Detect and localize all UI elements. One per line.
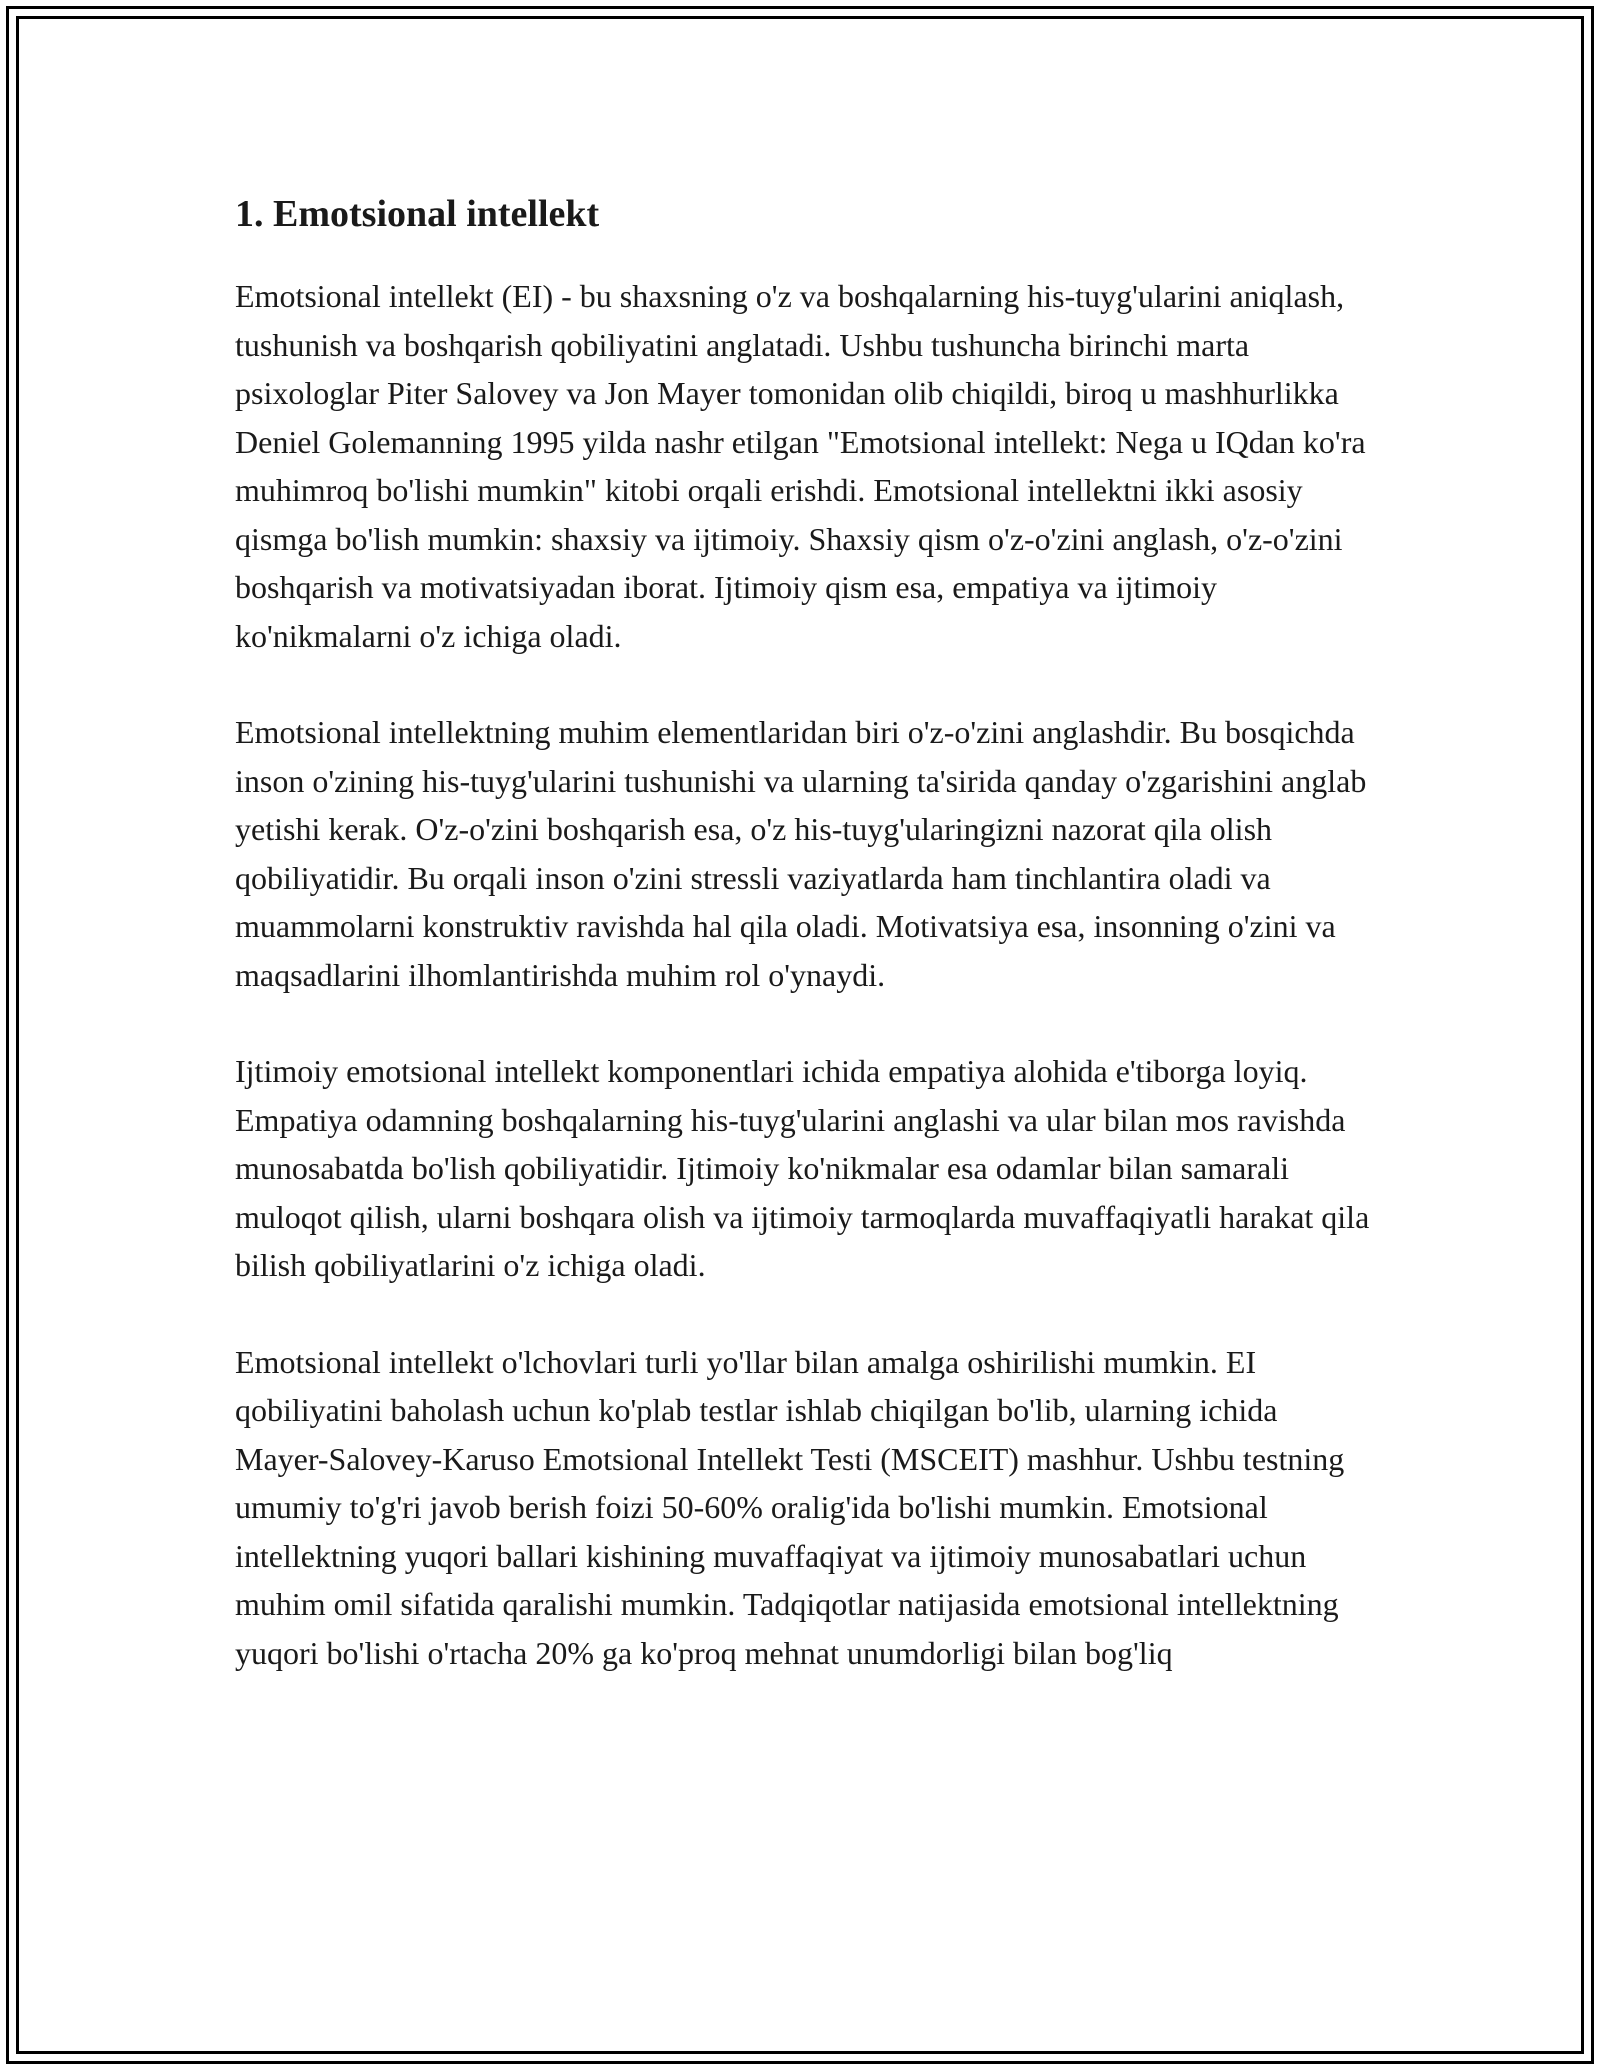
paragraph-3: Ijtimoiy emotsional intellekt komponentlari ichida empatiya alohida e'tiborga loyiq. Empatiya odamning boshqalarning his-tuyg'ularini anglashi va ular bilan mos ravishda munosabatda bo'lish qobiliyatidir. Ijtimoiy ko'nikmalar esa odamlar bilan samarali muloqot qilish, ularni boshqara olish va ijtimoiy tarmoqlarda muvaffaqiyatli harakat qila bilish qobiliyatlarini o'z ichiga oladi. — [235, 1053, 1370, 1283]
document-body — [235, 190, 1370, 1725]
paragraph-1: Emotsional intellekt (EI) - bu shaxsning o'z va boshqalarning his-tuyg'ularini aniqlash, tushunish va boshqarish qobiliyatini anglatadi. Ushbu tushuncha birinchi marta psixologlar Piter Salovey va Jon Mayer tomonidan olib chiqildi, biroq u mashhurlikka Deniel Golemanning 1995 yilda nashr etilgan "Emotsional intellekt: Nega u IQdan ko'ra muhimroq bo'lishi mumkin" kitobi orqali erishdi. Emotsional intellektni ikki asosiy qismga bo'lish mumkin: shaxsiy va ijtimoiy. Shaxsiy qism o'z-o'zini anglash, o'z-o'zini boshqarish va motivatsiyadan iborat. Ijtimoiy qism esa, empatiya va ijtimoiy ko'nikmalarni o'z ichiga oladi. — [235, 278, 1366, 654]
section-heading: 1. Emotsional intellekt — [235, 193, 600, 235]
paragraph-2: Emotsional intellektning muhim elementlaridan biri o'z-o'zini anglashdir. Bu bosqichda inson o'zining his-tuyg'ularini tushunishi va ularning ta'sirida qanday o'zgarishini anglab yetishi kerak. O'z-o'zini boshqarish esa, o'z his-tuyg'ularingizni nazorat qila olish qobiliyatidir. Bu orqali inson o'zini stressli vaziyatlarda ham tinchlantira oladi va muammolarni konstruktiv ravishda hal qila oladi. Motivatsiya esa, insonning o'zini va maqsadlarini ilhomlantirishda muhim rol o'ynaydi. — [235, 714, 1367, 993]
paragraph-4: Emotsional intellekt o'lchovlari turli yo'llar bilan amalga oshirilishi mumkin. EI qobiliyatini baholash uchun ko'plab testlar ishlab chiqilgan bo'lib, ularning ichida Mayer-Salovey-Karuso Emotsional Intellekt Testi (MSCEIT) mashhur. Ushbu testning umumiy to'g'ri javob berish foizi 50-60% oralig'ida bo'lishi mumkin. Emotsional intellektning yuqori ballari kishining muvaffaqiyat va ijtimoiy munosabatlari uchun muhim omil sifatida qaralishi mumkin. Tadqiqotlar natijasida emotsional intellektning yuqori bo'lishi o'rtacha 20% ga ko'proq mehnat unumdorligi bilan bog'liq — [235, 1343, 1345, 1671]
